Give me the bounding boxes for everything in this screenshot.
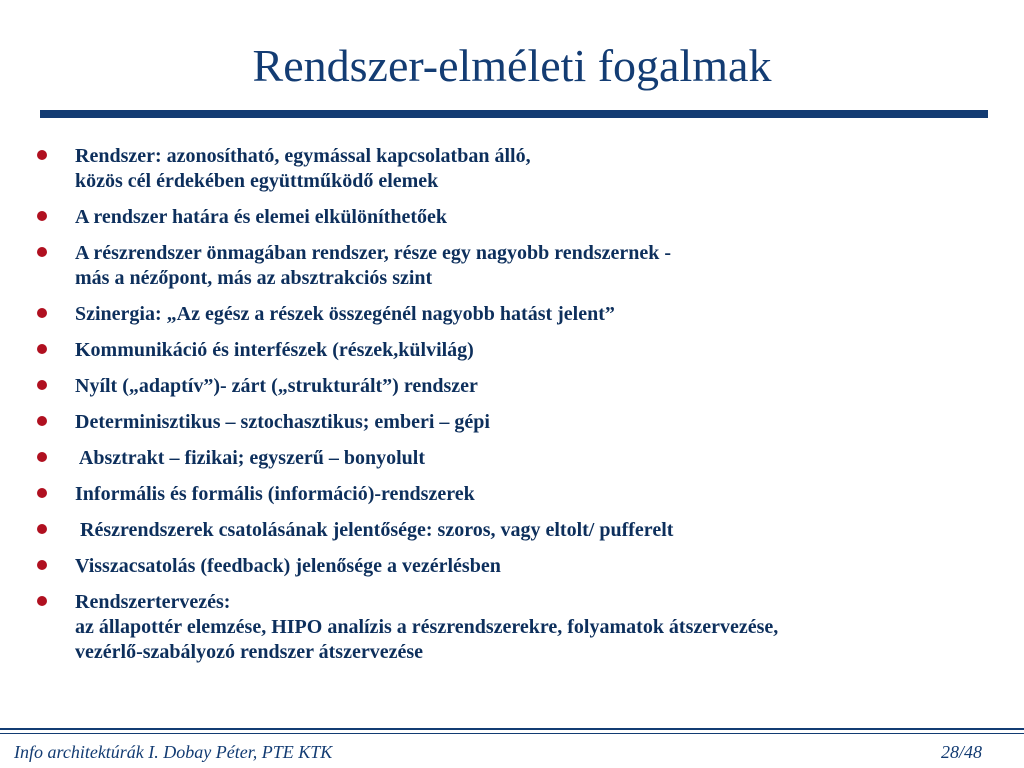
bullet-item [30, 374, 1000, 399]
bullet-item [30, 205, 1000, 230]
footer-divider-top [0, 728, 1024, 730]
bullet-text: vezérlő-szabályozó rendszer átszervezése [75, 641, 423, 663]
bullet-text: Visszacsatolás (feedback) jelenősége a vezérlésben [75, 555, 501, 577]
bullet-item [30, 482, 1000, 507]
bullet-text: Determinisztikus – sztochasztikus; emberi – gépi [75, 411, 490, 433]
bullet-dot-icon [37, 560, 47, 570]
bullet-text: Szinergia: „Az egész a részek összegénél nagyobb hatást jelent” [75, 303, 615, 325]
bullet-list [30, 144, 1000, 676]
bullet-dot-icon [37, 344, 47, 354]
bullet-dot-icon [37, 308, 47, 318]
bullet-text: Informális és formális (információ)-rendszerek [75, 483, 475, 505]
bullet-text: Kommunikáció és interfészek (részek,külvilág) [75, 339, 474, 361]
bullet-item [30, 144, 1000, 194]
footer-divider-bottom [0, 733, 1024, 734]
bullet-dot-icon [37, 150, 47, 160]
page-number: 28/48 [940, 742, 982, 762]
title-divider [40, 110, 988, 118]
bullet-item [30, 338, 1000, 363]
bullet-item [30, 410, 1000, 435]
bullet-dot-icon [37, 452, 47, 462]
bullet-dot-icon [37, 524, 47, 534]
footer-author: Info architektúrák I. Dobay Péter, PTE KTK [14, 742, 333, 762]
bullet-text: Rendszer: azonosítható, egymással kapcsolatban álló, [75, 145, 531, 167]
bullet-text: A rendszer határa és elemei elkülöníthetőek [75, 206, 447, 228]
bullet-dot-icon [37, 247, 47, 257]
bullet-text: más a nézőpont, más az absztrakciós szint [75, 267, 433, 289]
bullet-dot-icon [37, 380, 47, 390]
bullet-text: Részrendszerek csatolásának jelentősége: szoros, vagy eltolt/ pufferelt [75, 519, 674, 541]
bullet-item [30, 302, 1000, 327]
bullet-text: Absztrakt – fizikai; egyszerű – bonyolult [75, 447, 425, 469]
bullet-item [30, 590, 1000, 665]
bullet-text: A részrendszer önmagában rendszer, része egy nagyobb rendszernek - [75, 242, 672, 264]
bullet-text: az állapottér elemzése, HIPO analízis a részrendszerekre, folyamatok átszervezése, [75, 616, 779, 638]
bullet-text: közös cél érdekében együttműködő elemek [75, 170, 439, 192]
bullet-item [30, 241, 1000, 291]
bullet-text: Rendszertervezés: [75, 591, 231, 613]
slide-title: Rendszer-elméleti fogalmak [252, 40, 772, 91]
bullet-text: Nyílt („adaptív”)- zárt („strukturált”) rendszer [75, 375, 478, 397]
bullet-item [30, 554, 1000, 579]
bullet-item [30, 446, 1000, 471]
bullet-dot-icon [37, 596, 47, 606]
bullet-dot-icon [37, 416, 47, 426]
bullet-dot-icon [37, 211, 47, 221]
bullet-item [30, 518, 1000, 543]
bullet-dot-icon [37, 488, 47, 498]
